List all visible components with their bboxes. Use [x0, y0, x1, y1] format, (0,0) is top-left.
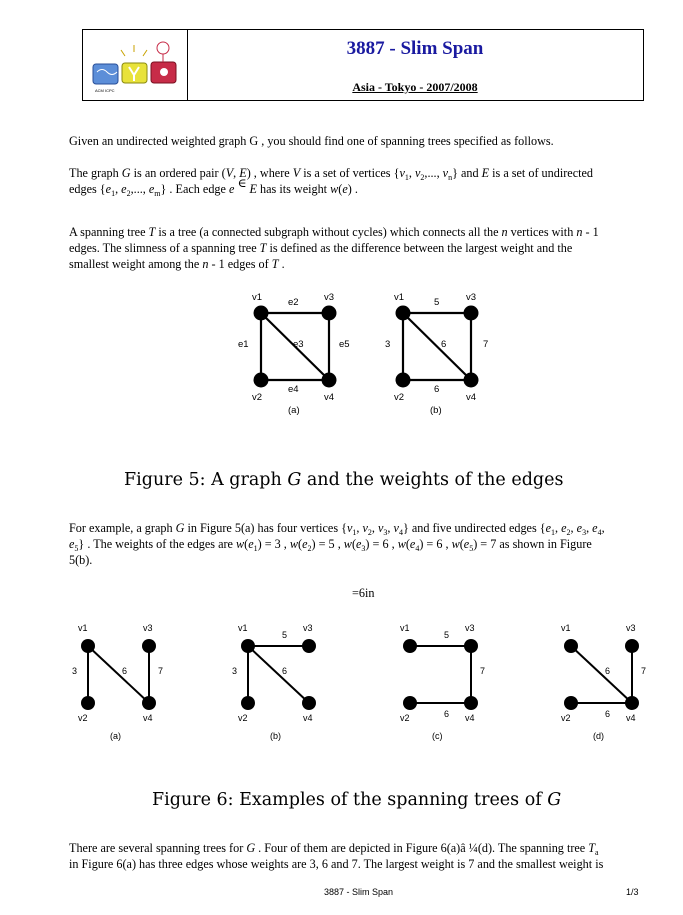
vertex-label: v2 [252, 392, 263, 403]
figure-5 [220, 285, 500, 420]
contest-logo [83, 30, 188, 100]
logo-icon [83, 30, 187, 100]
problem-header [82, 29, 644, 101]
edge-weight-label: 3 [72, 666, 78, 676]
edge-weight-label: 6 [282, 666, 288, 676]
vertex [302, 696, 316, 710]
intro-paragraph: Given an undirected weighted graph G , you should find one of spanning trees specified as follows. [69, 134, 554, 148]
vertex-label: v3 [465, 623, 475, 633]
spanning-tree-paragraph: A spanning tree T is a tree (a connected subgraph without cycles) which connects all the n vertices with n - 1 edges. The slimness of a spanning tree T is defined as the difference between the largest weight and the smallest weight among the n - 1 edges of T . [69, 225, 599, 271]
figure-6-subgraph [72, 623, 163, 741]
edge-label: 6 [434, 384, 440, 395]
vertex [464, 373, 479, 388]
figure-6-subgraph [232, 623, 316, 741]
vertex [625, 639, 639, 653]
vertex [254, 306, 269, 321]
vertex [396, 306, 411, 321]
vertex-label: v4 [324, 392, 335, 403]
edge-label: e1 [238, 339, 249, 350]
spanning-tree-example-paragraph: There are several spanning trees for G . Four of them are depicted in Figure 6(a)â ¼(d). The spanning tree $T_a$ in Figure 6(a) has three edges whose weights are 3, 6 and 7. The largest weight is 7 and the smallest weight is [69, 841, 604, 871]
vertex-label: v3 [466, 292, 477, 303]
edge-weight-label: 7 [641, 666, 647, 676]
figure-6-subgraph [400, 623, 485, 741]
vertex-label: v2 [561, 713, 571, 723]
vertex-label: v3 [143, 623, 153, 633]
edge-label: e4 [288, 384, 299, 395]
vertex [142, 696, 156, 710]
tree-edge [571, 646, 632, 703]
subfigure-label: (a) [110, 731, 121, 741]
vertex [322, 373, 337, 388]
edge-label: 5 [434, 297, 440, 308]
vertex [564, 639, 578, 653]
vertex-label: v2 [394, 392, 405, 403]
tree-edge [248, 646, 309, 703]
vertex [254, 373, 269, 388]
vertex [81, 639, 95, 653]
vertex-label: v4 [303, 713, 313, 723]
graph-definition-paragraph: The graph G is an ordered pair (V, E) , where V is a set of vertices {$v_1$, $v_2$,..., $v_n$} and E is a set of undirected edges {$e_1$, $e_2$,..., $e_m$} . Each edge e ∈ E has its weight w(e) . [69, 166, 593, 198]
vertex [302, 639, 316, 653]
vertex-label: v1 [238, 623, 248, 633]
subfigure-label: (b) [270, 731, 281, 741]
vertex-label: v1 [400, 623, 410, 633]
edge-label: 6 [441, 339, 447, 350]
vertex [464, 306, 479, 321]
vertex [142, 639, 156, 653]
example-paragraph: For example, a graph G in Figure 5(a) has four vertices {$v_1$, $v_2$, $v_3$, $v_4$} and five undirected edges {$e_1$, $e_2$, $e_3$, $e_4$, $e_5$} . The weights of the edges are $w(e_1) = 3$ , $w(e_2) = 5$ , $w(e_3) = 6$ , $w(e_4) = 6$ , $w(e_5) = 7$ as shown in Figure 5(b). [69, 521, 605, 567]
contest-region-link[interactable]: Asia - Tokyo - 2007/2008 [352, 80, 478, 94]
edge-weight-label: 7 [480, 666, 486, 676]
edge-weight-label: 6 [605, 666, 611, 676]
vertex-label: v4 [465, 713, 475, 723]
vertex [322, 306, 337, 321]
latex-artifact-text: =6in [352, 586, 375, 600]
edge-weight-label: 6 [444, 709, 450, 719]
vertex [81, 696, 95, 710]
vertex-label: v3 [324, 292, 335, 303]
vertex [241, 696, 255, 710]
tree-edge [88, 646, 149, 703]
figure-6 [60, 615, 660, 745]
vertex-label: v4 [143, 713, 153, 723]
figure-5a-graph [238, 292, 350, 416]
edge-label: 3 [385, 339, 391, 350]
vertex-label: v1 [561, 623, 571, 633]
subfigure-label: (d) [593, 731, 604, 741]
figure-5b-graph [385, 292, 488, 416]
edge-label: e3 [293, 339, 304, 350]
vertex-label: v4 [466, 392, 477, 403]
vertex-label: v1 [252, 292, 263, 303]
edge-weight-label: 6 [605, 709, 611, 719]
vertex [464, 639, 478, 653]
edge-weight-label: 6 [122, 666, 128, 676]
vertex-label: v1 [394, 292, 405, 303]
vertex-label: v4 [626, 713, 636, 723]
subfigure-label: (b) [430, 405, 442, 416]
edge-label: e2 [288, 297, 299, 308]
vertex-label: v2 [238, 713, 248, 723]
vertex-label: v1 [78, 623, 88, 633]
figure-5-caption: Figure 5: A graph G and the weights of the edges [124, 470, 564, 490]
figure-6-caption: Figure 6: Examples of the spanning trees of G [152, 790, 562, 810]
vertex [403, 696, 417, 710]
vertex-label: v2 [400, 713, 410, 723]
edge-weight-label: 5 [444, 630, 450, 640]
svg-text:ACM ICPC: ACM ICPC [95, 88, 115, 93]
edge-label: 7 [483, 339, 489, 350]
page-number: 1/3 [626, 887, 639, 897]
edge-weight-label: 3 [232, 666, 238, 676]
vertex [564, 696, 578, 710]
subfigure-label: (a) [288, 405, 300, 416]
vertex [625, 696, 639, 710]
subfigure-label: (c) [432, 731, 443, 741]
figure-6-subgraph [561, 623, 646, 741]
vertex-label: v3 [626, 623, 636, 633]
vertex [241, 639, 255, 653]
vertex-label: v2 [78, 713, 88, 723]
edge-weight-label: 7 [158, 666, 164, 676]
vertex [396, 373, 411, 388]
edge-label: e5 [339, 339, 350, 350]
edge-weight-label: 5 [282, 630, 288, 640]
vertex [403, 639, 417, 653]
vertex-label: v3 [303, 623, 313, 633]
vertex [464, 696, 478, 710]
footer-title: 3887 - Slim Span [324, 887, 394, 897]
problem-title: 3887 - Slim Span [346, 38, 484, 59]
